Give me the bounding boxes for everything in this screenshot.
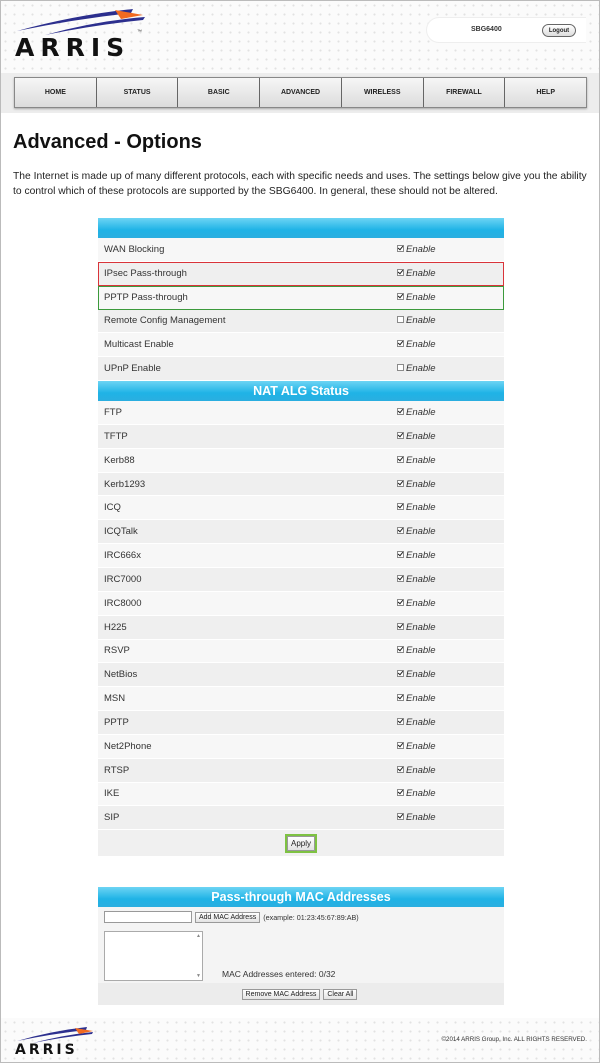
row-label: IRC666x <box>104 550 141 562</box>
mac-address-input[interactable] <box>104 911 192 923</box>
enable-checkbox[interactable] <box>397 340 404 347</box>
enable-toggle <box>397 479 436 490</box>
enable-toggle <box>397 502 436 513</box>
enable-label: Enable <box>406 315 436 327</box>
enable-checkbox[interactable] <box>397 408 404 415</box>
enable-checkbox[interactable] <box>397 551 404 558</box>
row-label: ICQ <box>104 502 121 514</box>
enable-checkbox[interactable] <box>397 813 404 820</box>
enable-label: Enable <box>406 502 436 514</box>
scroll-up-icon[interactable]: ▲ <box>196 933 201 939</box>
main-nav <box>1 73 599 113</box>
enable-toggle <box>397 339 436 350</box>
mac-add-row <box>98 907 504 927</box>
enable-checkbox[interactable] <box>397 503 404 510</box>
nat-alg-row <box>98 806 504 830</box>
options-panel <box>98 218 504 856</box>
row-label: IPsec Pass-through <box>104 267 187 279</box>
nav-status[interactable]: STATUS <box>97 78 179 107</box>
option-row <box>98 333 504 357</box>
enable-checkbox[interactable] <box>397 364 404 371</box>
enable-label: Enable <box>406 597 436 609</box>
mac-actions-row <box>98 983 504 1005</box>
row-label: FTP <box>104 406 122 418</box>
enable-label: Enable <box>406 267 436 279</box>
enable-checkbox[interactable] <box>397 623 404 630</box>
nat-alg-row <box>98 783 504 807</box>
row-label: IRC7000 <box>104 573 142 585</box>
remove-mac-button[interactable]: Remove MAC Address <box>242 989 321 1000</box>
enable-checkbox[interactable] <box>397 742 404 749</box>
enable-toggle <box>397 431 436 442</box>
option-row <box>98 286 504 310</box>
page-title: Advanced - Options <box>13 131 202 153</box>
row-label: Multicast Enable <box>104 339 174 351</box>
row-label: RTSP <box>104 764 130 776</box>
enable-checkbox[interactable] <box>397 456 404 463</box>
enable-checkbox[interactable] <box>397 293 404 300</box>
enable-toggle <box>397 812 436 823</box>
enable-label: Enable <box>406 363 436 375</box>
enable-label: Enable <box>406 291 436 303</box>
nav-wireless[interactable]: WIRELESS <box>342 78 424 107</box>
enable-label: Enable <box>406 788 436 800</box>
enable-toggle <box>397 526 436 537</box>
enable-checkbox[interactable] <box>397 766 404 773</box>
row-label: Kerb88 <box>104 454 135 466</box>
mac-header: Pass-through MAC Addresses <box>98 887 504 907</box>
enable-toggle <box>397 315 436 326</box>
enable-label: Enable <box>406 669 436 681</box>
enable-label: Enable <box>406 478 436 490</box>
scroll-down-icon[interactable]: ▼ <box>196 973 201 979</box>
option-row <box>98 238 504 262</box>
option-row <box>98 357 504 381</box>
enable-checkbox[interactable] <box>397 480 404 487</box>
enable-checkbox[interactable] <box>397 575 404 582</box>
nat-alg-row <box>98 711 504 735</box>
enable-checkbox[interactable] <box>397 245 404 252</box>
apply-button[interactable]: Apply <box>287 836 315 851</box>
trademark: ™ <box>137 29 142 35</box>
nav-firewall[interactable]: FIREWALL <box>424 78 506 107</box>
row-label: TFTP <box>104 430 128 442</box>
enable-label: Enable <box>406 243 436 255</box>
model-name: SBG6400 <box>471 26 502 33</box>
nat-alg-row <box>98 496 504 520</box>
enable-toggle <box>397 741 436 752</box>
nat-alg-row <box>98 520 504 544</box>
intro-text: The Internet is made up of many different protocols, each with specific needs and uses. The settings below give you the ability to control which of these protocols are supported by the SBG6400. In general, these should not be altered. <box>13 171 587 197</box>
row-label: ICQTalk <box>104 526 138 538</box>
nat-alg-row <box>98 735 504 759</box>
nat-alg-row <box>98 616 504 640</box>
options-header <box>98 218 504 238</box>
enable-checkbox[interactable] <box>397 316 404 323</box>
enable-toggle <box>397 455 436 466</box>
enable-label: Enable <box>406 573 436 585</box>
nat-alg-row <box>98 568 504 592</box>
enable-label: Enable <box>406 526 436 538</box>
row-label: IKE <box>104 788 120 800</box>
enable-label: Enable <box>406 406 436 418</box>
nav-bar <box>14 77 587 108</box>
enable-toggle <box>397 550 436 561</box>
option-row <box>98 262 504 286</box>
nav-basic[interactable]: BASIC <box>178 78 260 107</box>
enable-checkbox[interactable] <box>397 694 404 701</box>
row-label: UPnP Enable <box>104 363 161 375</box>
row-label: H225 <box>104 621 127 633</box>
row-label: WAN Blocking <box>104 243 165 255</box>
mac-address-list[interactable] <box>104 931 203 981</box>
enable-label: Enable <box>406 645 436 657</box>
row-label: Kerb1293 <box>104 478 146 490</box>
nat-alg-header: NAT ALG Status <box>98 381 504 401</box>
row-label: RSVP <box>104 645 130 657</box>
nat-alg-row <box>98 425 504 449</box>
enable-checkbox[interactable] <box>397 789 404 796</box>
add-mac-button[interactable]: Add MAC Address <box>195 912 260 923</box>
arris-logo <box>15 7 165 63</box>
mac-count: MAC Addresses entered: 0/32 <box>222 969 336 979</box>
nav-home[interactable]: HOME <box>15 78 97 107</box>
user-box <box>426 17 586 43</box>
mac-example: (example: 01:23:45:67:89:AB) <box>263 912 359 922</box>
enable-checkbox[interactable] <box>397 432 404 439</box>
nat-alg-row <box>98 401 504 425</box>
clear-all-button[interactable]: Clear All <box>323 989 357 1000</box>
footer-logo <box>15 1026 105 1060</box>
nat-alg-row <box>98 473 504 497</box>
enable-label: Enable <box>406 716 436 728</box>
copyright: ©2014 ARRIS Group, Inc. ALL RIGHTS RESERVED. <box>441 1036 587 1043</box>
header <box>1 1 599 73</box>
enable-toggle <box>397 717 436 728</box>
logout-button[interactable]: Logout <box>542 24 576 37</box>
row-label: PPTP <box>104 716 129 728</box>
row-label: SIP <box>104 812 120 824</box>
enable-checkbox[interactable] <box>397 670 404 677</box>
row-label: MSN <box>104 693 126 705</box>
enable-label: Enable <box>406 550 436 562</box>
row-label: PPTP Pass-through <box>104 291 188 303</box>
enable-toggle <box>397 765 436 776</box>
nat-alg-row <box>98 544 504 568</box>
nat-alg-row <box>98 759 504 783</box>
enable-toggle <box>397 574 436 585</box>
enable-label: Enable <box>406 693 436 705</box>
enable-label: Enable <box>406 740 436 752</box>
enable-label: Enable <box>406 454 436 466</box>
nat-alg-row <box>98 663 504 687</box>
enable-toggle <box>397 407 436 418</box>
enable-toggle <box>397 244 436 255</box>
nav-help[interactable]: HELP <box>536 89 555 96</box>
enable-toggle <box>397 645 436 656</box>
row-label: Net2Phone <box>104 740 152 752</box>
apply-row <box>98 830 504 856</box>
footer <box>1 1018 599 1062</box>
enable-label: Enable <box>406 339 436 351</box>
row-label: NetBios <box>104 669 138 681</box>
nav-advanced[interactable]: ADVANCED <box>260 78 342 107</box>
mac-list-row <box>98 927 504 983</box>
enable-toggle <box>397 363 436 374</box>
enable-checkbox[interactable] <box>397 718 404 725</box>
enable-toggle <box>397 598 436 609</box>
footer-brand: ARRIS <box>15 1042 78 1058</box>
option-row <box>98 310 504 334</box>
enable-toggle <box>397 292 436 303</box>
nat-alg-row <box>98 592 504 616</box>
brand-name: ARRIS <box>15 33 131 62</box>
mac-panel <box>98 887 504 1005</box>
enable-toggle <box>397 622 436 633</box>
enable-toggle <box>397 669 436 680</box>
enable-checkbox[interactable] <box>397 269 404 276</box>
nat-alg-row <box>98 640 504 664</box>
enable-toggle <box>397 268 436 279</box>
enable-label: Enable <box>406 764 436 776</box>
enable-checkbox[interactable] <box>397 646 404 653</box>
enable-toggle <box>397 788 436 799</box>
nat-alg-row <box>98 449 504 473</box>
enable-label: Enable <box>406 430 436 442</box>
enable-label: Enable <box>406 812 436 824</box>
enable-label: Enable <box>406 621 436 633</box>
row-label: Remote Config Management <box>104 315 226 327</box>
enable-checkbox[interactable] <box>397 527 404 534</box>
nat-alg-row <box>98 687 504 711</box>
enable-toggle <box>397 693 436 704</box>
row-label: IRC8000 <box>104 597 142 609</box>
enable-checkbox[interactable] <box>397 599 404 606</box>
